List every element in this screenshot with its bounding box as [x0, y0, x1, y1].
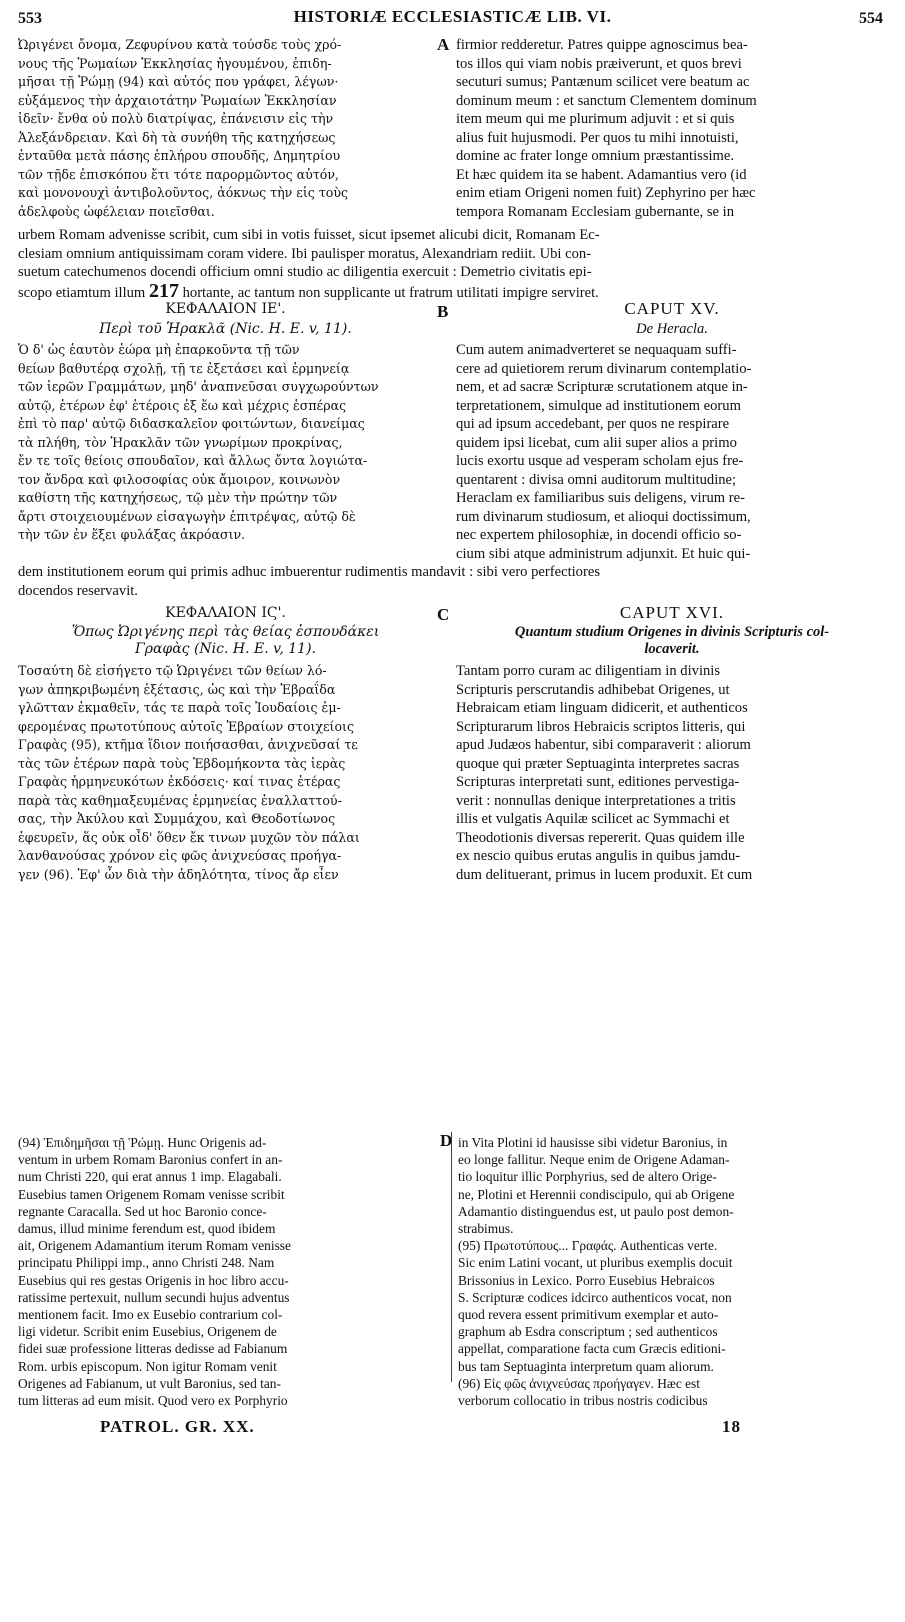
latin-chapter-subheading-15: De Heracla.	[636, 321, 708, 337]
greek-text-line: φερομένας πρωτοτύπους αὐτοῖς Ἑβραίων στοιχείοις	[18, 718, 355, 734]
section1-full-width-text	[18, 226, 888, 282]
footnote-line: ratissime pertexuit, nullum secundi hujus adventus	[18, 1289, 290, 1305]
left-page-number: 553	[18, 10, 42, 27]
greek-subheading-line: Γραφὰς (Nic. H. E. v, 11).	[135, 641, 316, 657]
greek-text-line: θείων βαθυτέρᾳ σχολῇ, τῇ τε ἐξετάσει καὶ ἑρμηνείᾳ	[18, 360, 350, 376]
footnote-line: damus, illud minime ferendum est, quod ibidem	[18, 1221, 276, 1237]
section1-last-line-end: hortante, ac tantum non supplicante ut fratrum utilitati impigre serviret.	[182, 285, 599, 301]
latin-text-line: nec expertem philosophiæ, in docendi officio so-	[456, 527, 742, 543]
footnote-line: ne, Plotini et Herennii condiscipulo, qui ab Origene	[458, 1186, 735, 1202]
greek-chapter-heading-15: ΚΕΦΑΛΑΙΟΝ ΙΕ'.	[165, 301, 286, 317]
footer-volume: PATROL. GR. XX.	[100, 1417, 255, 1436]
section-marker-c: C	[437, 605, 450, 624]
greek-text-line: εὐξάμενος τὴν ἀρχαιοτάτην Ῥωμαίων Ἐκκλησίαν	[18, 92, 337, 108]
section-marker-b: B	[437, 302, 449, 321]
latin-text-line: terpretationem, simulque ad institutionem eorum	[456, 397, 741, 414]
footer-signature: 18	[722, 1417, 741, 1436]
footnote-line: ait, Origenem Adamantium iterum Romam venisse	[18, 1238, 291, 1254]
greek-text-line: τον ἄνδρα καὶ φιλοσοφίας οὐκ ἄμοιρον, κοινωνὸν	[18, 471, 341, 487]
section2-greek-column	[18, 341, 433, 545]
footnote-line: tum litteras ad eum misit. Quod vero ex Porphyrio	[18, 1393, 288, 1409]
latin-text-line: cere ad quietiorem rerum divinarum contemplatio-	[456, 360, 752, 377]
footnote-line: Origenes ad Fabianum, ut vult Baronius, sed tan-	[18, 1375, 281, 1391]
section-marker-a: A	[437, 35, 450, 54]
full-width-text-line: dem institutionem eorum qui primis adhuc imbuerentur rudimentis mandavit : sibi vero perfectiores	[18, 564, 600, 580]
footnote-line: principatu Philippi imp., anno Christi 248. Nam	[18, 1255, 275, 1271]
greek-subheading-line: Ὅπως Ὠριγένης περὶ τὰς θείας ἐσπουδάκει	[71, 624, 380, 640]
greek-text-line: παρὰ τὰς καθημαξευμένας ἑρμηνείας ἐναλλαττού-	[18, 792, 342, 808]
greek-text-line: Γραφὰς ἡρμηνευκότων ἐκδόσεις· καί τινας ἑτέρας	[18, 774, 341, 789]
latin-text-line: rum divinarum studiosum, et alioqui doctissimum,	[456, 508, 751, 525]
latin-text-line: quentarent : divisa omni auditorum multitudine;	[456, 471, 737, 488]
footnote-line: Sic enim Latini vocant, ut pluribus exemplis docuit	[458, 1255, 733, 1271]
greek-text-line: ἐνταῦθα μετὰ πάσης ἐπλήρου σπουδῆς, Δημητρίου	[18, 148, 341, 163]
footnote-line: Eusebius tamen Origenem Romam venisse scribit	[18, 1186, 285, 1202]
greek-text-line: νους τῆς Ῥωμαίων Ἐκκλησίας ἡγουμένου, ἐπιδη-	[18, 55, 332, 71]
latin-text-line: alius fuit hujusmodi. Per quos tu mihi innotuisti,	[456, 129, 739, 146]
latin-text-line: tos illos qui viam nobis præiverunt, et quos brevi	[456, 55, 742, 72]
latin-text-line: quoque qui præter Septuaginta interpretes sacras	[456, 755, 740, 772]
latin-text-line: lucis exortu usque ad vesperam scholam ejus fre-	[456, 453, 744, 469]
greek-text-line: Τοσαύτη δὲ εἰσήγετο τῷ Ὠριγένει τῶν θείων λό-	[18, 663, 327, 678]
full-width-text-line: suetum catechumenos docendi officium omni studio ac diligentia exercuit : Demetrio civitatis epi-	[18, 264, 592, 280]
latin-text-line: enim etiam Origeni nomen fuit) Zephyrino per hæc	[456, 185, 756, 201]
greek-text-line: καὶ μονονουχὶ ἀντιβολοῦντος, ἀόκνως τὴν εἰς τοὺς	[18, 185, 349, 200]
section2-full-width-text	[18, 563, 888, 600]
latin-text-line: Heraclam ex familiaribus suis deligens, virum re-	[456, 490, 745, 506]
greek-text-line: σας, τὴν Ἀκύλου καὶ Συμμάχου, καὶ Θεοδοτίωνος	[18, 811, 336, 826]
greek-chapter-heading-16: ΚΕΦΑΛΑΙΟΝ ΙϚ'.	[165, 605, 286, 621]
latin-text-line: apud Judæos habentur, sibi comparaverit : aliorum	[456, 737, 751, 753]
section1-last-line-start: scopo etiamtum illum	[18, 285, 146, 301]
footnote-line: Eusebius qui res gestas Origenis in hoc libro accu-	[18, 1272, 289, 1288]
footnote-line: appellat, comparatione facta cum Græcis editioni-	[458, 1341, 726, 1357]
greek-text-line: τὰ πλήθη, τὸν Ἡρακλᾶν τῶν γνωρίμων προκρίνας,	[18, 434, 343, 450]
latin-text-line: Tantam porro curam ac diligentiam in divinis	[456, 663, 721, 679]
section3-latin-column	[456, 662, 888, 884]
latin-text-line: tempora Romanam Ecclesiam gubernante, se in	[456, 203, 734, 220]
full-width-text-line: urbem Romam advenisse scribit, cum sibi in votis fuisset, sicut ipsemet alicubi dicit, Romanam Ec-	[18, 227, 600, 243]
greek-text-line: ἐπὶ τὸ παρ' αὐτῷ διδασκαλεῖον φοιτώντων, διανείμας	[18, 416, 365, 431]
latin-chapter-heading-16: CAPUT XVI.	[619, 603, 725, 622]
greek-chapter-subheading-16	[18, 624, 433, 658]
latin-text-line: dominum meum : et sanctum Clementem dominum	[456, 92, 757, 109]
latin-text-line: quidem ipsi licebat, cum alii super alios a primo	[456, 434, 737, 451]
latin-text-line: illis et vulgatis Aquilæ scilicet ac Symmachi et	[456, 811, 730, 827]
greek-text-line: Γραφὰς (95), κτῆμα ἴδιον ποιήσασθαι, ἀνιχνεῦσαί τε	[18, 737, 358, 752]
footnote-line: ventum in urbem Romam Baronius confert in an-	[18, 1152, 283, 1168]
greek-text-line: ἀδελφοὺς ὠφέλειαν ποιεῖσθαι.	[18, 203, 215, 219]
right-page-number: 554	[859, 10, 883, 27]
footnote-line: eo longe fallitur. Neque enim de Origene Adaman-	[458, 1152, 730, 1168]
latin-subheading-line: Quantum studium Origenes in divinis Scripturis col-	[514, 624, 830, 640]
greek-text-line: τὰς τῶν ἑτέρων παρὰ τοὺς Ἑβδομήκοντα τὰς ἱερὰς	[18, 755, 346, 771]
footnote-line: bus tam Septuaginta interpretum quam aliorum.	[458, 1358, 714, 1374]
running-title: HISTORIÆ ECCLESIASTICÆ LIB. VI.	[293, 7, 612, 26]
footnote-line: verborum collocatio in tribus nostris codicibus	[458, 1393, 708, 1409]
footnote-line: quod revera essent primitivum exemplar et auto-	[458, 1307, 719, 1323]
footnote-line: (96) Εἰς φῶς ἀνιχνεύσας προήγαγεν. Hæc est	[458, 1375, 700, 1391]
section1-greek-column	[18, 36, 433, 221]
greek-text-line: τῶν ἱερῶν Γραμμάτων, μηδ' ἀναπνεῦσαι συγχωρούντων	[18, 379, 379, 394]
footnote-line: fidei suæ professione litteras dedisse ad Fabianum	[18, 1341, 288, 1357]
full-width-text-line: clesiam omnium antiquissimam coram videre. Ibi paulisper moratus, Alexandriam rediit. Ubi con-	[18, 245, 592, 262]
latin-chapter-heading-15: CAPUT XV.	[624, 299, 720, 318]
footnote-line: Rom. urbis episcopum. Non igitur Romam venit	[18, 1358, 277, 1374]
latin-text-line: qui ad ipsum accedebant, per quos ne respirare	[456, 416, 730, 432]
latin-chapter-subheading-16	[456, 624, 888, 658]
greek-text-line: γλῶτταν ἐκμαθεῖν, τάς τε παρὰ τοῖς Ἰουδαίοις ἐμ-	[18, 700, 341, 715]
greek-text-line: ἔν τε τοῖς θείοις σπουδαῖον, καὶ ἄλλως ὄντα λογιώτα-	[18, 453, 368, 468]
latin-text-line: firmior redderetur. Patres quippe agnoscimus bea-	[456, 37, 748, 53]
latin-text-line: Hebraicam etiam linguam didicerit, et authenticos	[456, 700, 748, 716]
greek-text-line: αὐτῷ, ἑτέρων ἐφ' ἑτέροις ἐξ ἕω καὶ μέχρις ἑσπέρας	[18, 397, 347, 413]
column-number: 217	[148, 280, 179, 302]
latin-text-line: dum delituerant, primus in lucem produxit. Et cum	[456, 866, 753, 883]
greek-text-line: γων ἀπηκριβωμένη ἐξέτασις, ὡς καὶ τὴν Ἑβραΐδα	[18, 681, 336, 697]
footnote-line: strabimus.	[458, 1221, 514, 1237]
greek-text-line: Ὁ δ' ὡς ἑαυτὸν ἑώρα μὴ ἐπαρκοῦντα τῇ τῶν	[18, 342, 300, 357]
latin-text-line: item meum qui me plurimum adjuvit : et si quis	[456, 111, 735, 127]
greek-text-line: τὴν τῶν ἐν ἕξει φυλάξας ἀκρόασιν.	[18, 527, 246, 542]
footnote-line: (95) Πρωτοτύπους... Γραφάς. Authenticas verte.	[458, 1238, 718, 1254]
section-marker-d: D	[440, 1131, 453, 1150]
footnote-line: (94) Ἐπιδημῆσαι τῇ Ῥώμῃ. Hunc Origenis ad-	[18, 1135, 267, 1150]
footnote-line: S. Scripturæ codices idcirco authenticos vocat, non	[458, 1289, 732, 1305]
latin-subheading-line: locaverit.	[644, 641, 700, 657]
latin-text-line: Scripturarum libros Hebraicis scriptos litteris, qui	[456, 718, 746, 735]
latin-text-line: Cum autem animadverteret se nequaquam suffi-	[456, 342, 737, 358]
footnote-line: tio loquitur illic Porphyrius, sed de altero Orige-	[458, 1169, 717, 1185]
footnotes-left-column	[18, 1134, 440, 1409]
latin-text-line: Scripturas interpretati sunt, editiones pervestiga-	[456, 774, 740, 790]
footnote-line: ligi videtur. Scribit enim Eusebius, Origenem de	[18, 1324, 277, 1340]
footnote-line: in Vita Plotini id hausisse sibi videtur Baronius, in	[458, 1135, 728, 1150]
greek-text-line: τῶν τῇδε ἐπισκόπου ἔτι τότε παρορμῶντος αὐτόν,	[18, 166, 340, 182]
greek-text-line: ἰδεῖν· ἔνθα οὐ πολὺ διατρίψας, ἐπάνεισιν εἰς τὴν	[18, 111, 334, 126]
footnote-line: regnante Caracalla. Sed ut hoc Baronio conce-	[18, 1203, 267, 1219]
latin-text-line: Scripturis perscrutandis adhibebat Origenes, ut	[456, 681, 730, 698]
latin-text-line: Et hæc quidem ita se habent. Adamantius vero (id	[456, 166, 747, 183]
greek-text-line: γεν (96). Ἐφ' ὧν διὰ τὴν ἀδηλότητα, τίνος ἄρ εἶεν	[18, 866, 339, 882]
section2-latin-column	[456, 341, 888, 563]
footnote-line: mentionem facit. Imo ex Eusebio contrarium col-	[18, 1307, 283, 1323]
latin-text-line: secuturi sumus; Pantænum scilicet vere beatum ac	[456, 74, 750, 90]
greek-text-line: μῆσαι τῇ Ῥώμῃ (94) καὶ αὐτός που γράφει, λέγων·	[18, 74, 339, 89]
greek-text-line: καθίστη τῆς κατηχήσεως, τῷ μὲν τὴν πρώτην τῶν	[18, 490, 338, 505]
greek-text-line: ἄρτι στοιχειουμένων εἰσαγωγὴν ἐπιτρέψας, αὐτῷ δὲ	[18, 508, 356, 524]
section3-greek-column	[18, 662, 433, 884]
notes-column-divider	[451, 1132, 452, 1382]
greek-text-line: ἐφευρεῖν, ἅς οὐκ οἶδ' ὅθεν ἔκ τινων μυχῶν τὸν πάλαι	[18, 829, 360, 845]
latin-text-line: domine ac frater longe omnium præstantissime.	[456, 148, 735, 164]
latin-text-line: nem, et ad sacræ Scripturæ scrutationem atque in-	[456, 379, 748, 395]
latin-text-line: ex nescio quibus erutas angulis in quibus jamdu-	[456, 848, 741, 864]
footnote-line: num Christi 220, qui erat annus 1 imp. Elagabali.	[18, 1169, 282, 1185]
greek-text-line: Ὠριγένει ὄνομα, Ζεφυρίνου κατὰ τούσδε τοὺς χρό-	[18, 37, 342, 52]
greek-text-line: Ἀλεξάνδρειαν. Καὶ δὴ τὰ συνήθη τῆς κατηχήσεως	[18, 129, 336, 145]
full-width-text-line: docendos reservavit.	[18, 582, 138, 599]
greek-chapter-subheading-15: Περὶ τοῦ Ἡρακλᾶ (Nic. H. E. v, 11).	[99, 321, 352, 337]
footnote-line: Adamantio distinguendus est, ut paulo post demon-	[458, 1203, 734, 1219]
footnotes-right-column	[458, 1134, 888, 1409]
latin-text-line: Theodotionis diversas repererit. Quas quidem ille	[456, 829, 745, 846]
greek-text-line: λανθανούσας χρόνον εἰς φῶς ἀνιχνεύσας προήγα-	[18, 848, 342, 863]
footnote-line: graphum ab Esdra conscriptum ; sed authenticos	[458, 1324, 718, 1340]
latin-text-line: cium sibi atque administrum adjunxit. Et huic qui-	[456, 545, 751, 562]
footnote-line: Brissonius in Lexico. Porro Eusebius Hebraicos	[458, 1272, 715, 1288]
section1-latin-column	[456, 36, 888, 221]
latin-text-line: verit : nonnullas denique interpretationes a tritis	[456, 792, 736, 809]
